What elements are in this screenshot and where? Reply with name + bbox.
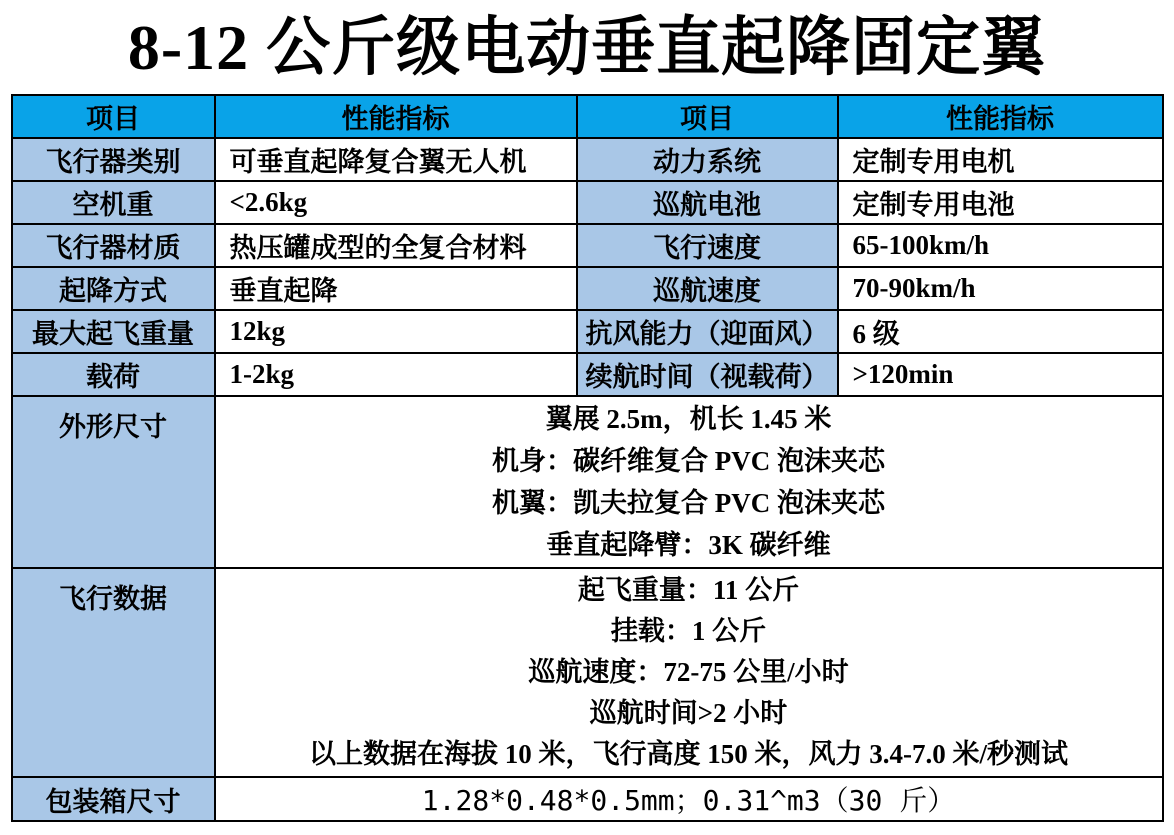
table-row [12, 310, 1163, 353]
row-value-empty-weight: <2.6kg [215, 181, 577, 224]
row-value-material: 热压罐成型的全复合材料 [215, 224, 577, 267]
row-label-dimensions: 外形尺寸 [12, 396, 215, 568]
table-row [12, 353, 1163, 396]
table-row [12, 224, 1163, 267]
row-value-cruise-speed: 70-90km/h [838, 267, 1163, 310]
row-label-takeoff-mode: 起降方式 [12, 267, 215, 310]
row-value-flight-data [215, 568, 1163, 777]
row-label-power-system: 动力系统 [577, 138, 838, 181]
row-label-endurance: 续航时间（视载荷） [577, 353, 838, 396]
row-value-cruise-battery: 定制专用电池 [838, 181, 1163, 224]
row-value-wind-resistance: 6 级 [838, 310, 1163, 353]
spec-table [11, 94, 1164, 822]
row-value-power-system: 定制专用电机 [838, 138, 1163, 181]
row-value-flight-speed: 65-100km/h [838, 224, 1163, 267]
page-title: 8-12 公斤级电动垂直起降固定翼 [127, 12, 1047, 83]
dimensions-line: 机身：碳纤维复合 PVC 泡沫夹芯 [492, 446, 885, 476]
flight-data-line: 挂载：1 公斤 [610, 616, 767, 646]
header-cell-item-left: 项目 [12, 95, 215, 138]
row-label-material: 飞行器材质 [12, 224, 215, 267]
header-cell-spec-right: 性能指标 [838, 95, 1163, 138]
flight-data-line: 巡航时间>2 小时 [589, 698, 788, 728]
table-row [12, 138, 1163, 181]
row-label-cruise-speed: 巡航速度 [577, 267, 838, 310]
row-label-aircraft-type: 飞行器类别 [12, 138, 215, 181]
header-cell-item-right: 项目 [577, 95, 838, 138]
header-row [12, 95, 1163, 138]
table-row-packing-box [12, 777, 1163, 821]
row-value-packing-box: 1.28*0.48*0.5mm；0.31^m3（30 斤） [215, 777, 1163, 821]
table-row [12, 267, 1163, 310]
dimensions-line: 垂直起降臂：3K 碳纤维 [546, 530, 831, 560]
header-cell-spec-left: 性能指标 [215, 95, 577, 138]
row-value-takeoff-mode: 垂直起降 [215, 267, 577, 310]
row-label-flight-speed: 飞行速度 [577, 224, 838, 267]
dimensions-line: 机翼：凯夫拉复合 PVC 泡沫夹芯 [492, 488, 885, 518]
flight-data-line: 起飞重量：11 公斤 [577, 575, 800, 605]
row-value-payload: 1-2kg [215, 353, 577, 396]
flight-data-line: 巡航速度：72-75 公里/小时 [528, 657, 849, 687]
table-row-flight-data [12, 568, 1163, 777]
table-row-dimensions [12, 396, 1163, 568]
row-label-payload: 载荷 [12, 353, 215, 396]
dimensions-line: 翼展 2.5m，机长 1.45 米 [545, 404, 832, 434]
row-label-flight-data: 飞行数据 [12, 568, 215, 777]
row-label-cruise-battery: 巡航电池 [577, 181, 838, 224]
row-value-dimensions [215, 396, 1163, 568]
row-label-wind-resistance: 抗风能力（迎面风） [577, 310, 838, 353]
table-row [12, 181, 1163, 224]
row-value-max-takeoff-weight: 12kg [215, 310, 577, 353]
row-value-endurance: >120min [838, 353, 1163, 396]
row-value-aircraft-type: 可垂直起降复合翼无人机 [215, 138, 577, 181]
row-label-packing-box: 包装箱尺寸 [12, 777, 215, 821]
flight-data-line: 以上数据在海拔 10 米，飞行高度 150 米，风力 3.4-7.0 米/秒测试 [309, 739, 1068, 769]
row-label-empty-weight: 空机重 [12, 181, 215, 224]
row-label-max-takeoff-weight: 最大起飞重量 [12, 310, 215, 353]
